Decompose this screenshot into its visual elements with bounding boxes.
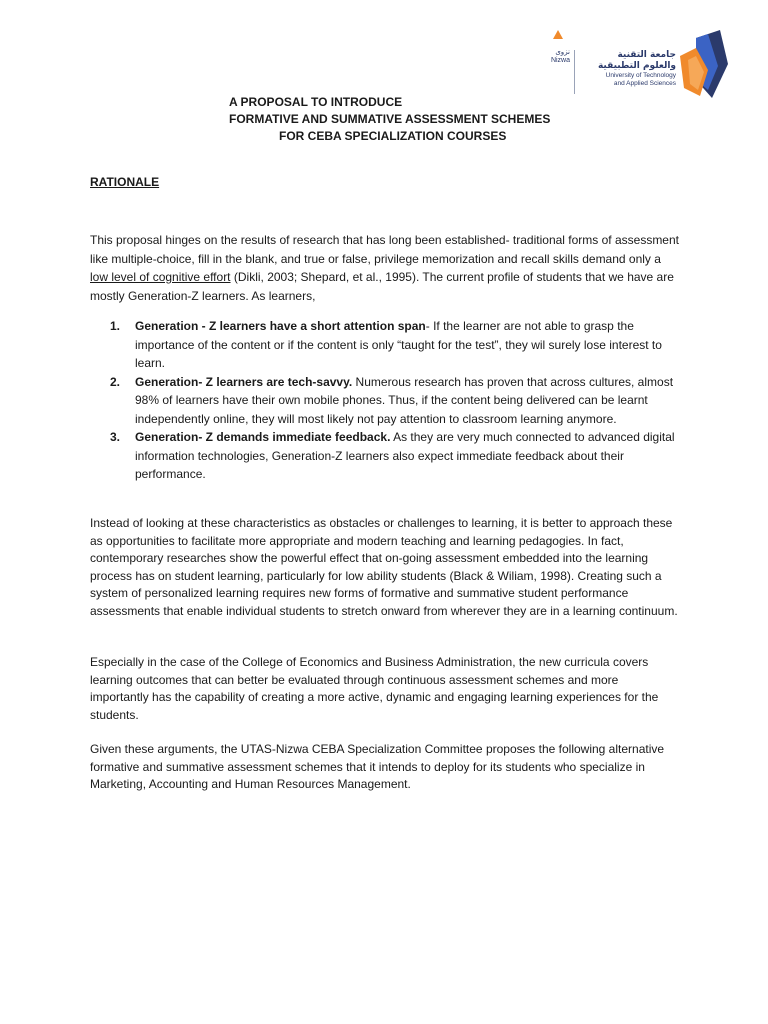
university-name bbox=[580, 50, 676, 88]
paragraph-intro-text: This proposal hinges on the results of research that has long been established- traditional forms of assessment like multiple-choice, fill in the blank, and true or false, privilege memorization and recall skills demand only a bbox=[90, 233, 679, 266]
list-item-text: - If the learner are not able to grasp the importance of the content or if the content is only “taught for the test”, they wil surely lose interest to learn. bbox=[135, 319, 662, 370]
list-item bbox=[110, 428, 680, 484]
campus-label bbox=[540, 48, 570, 64]
list-item bbox=[110, 317, 680, 373]
paragraph-ceba: Especially in the case of the College of Economics and Business Administration, the new curricula covers learning outcomes that can better be evaluated through continuous assessment schemes and more importantly has the capability of creating a more active, dynamic and engaging learning experiences for the students. bbox=[90, 655, 659, 722]
paragraph-intro bbox=[90, 231, 680, 305]
paragraph-opportunities: Instead of looking at these characteristics as obstacles or challenges to learning, it is better to approach these as opportunities to facilitate more appropriate and modern teaching and learning pedagogies. In fact, contemporary researches show the powerful effect that on-going assessment embedded into the learning process has on student learning, particularly for low ability students (Black & Wiliam, 1998). Creating such a system of personalized learning requires new forms of formative and summative student performance assessments that enable individual students to stretch onward from wherever they are in a learning continuum. bbox=[90, 516, 678, 618]
list-item-heading: Generation - Z learners have a short attention span bbox=[135, 319, 426, 333]
nizwa-triangle-icon bbox=[553, 30, 563, 39]
characteristics-list bbox=[110, 317, 680, 484]
list-item-number: 3. bbox=[110, 430, 121, 444]
campus-name-english: Nizwa bbox=[550, 57, 570, 64]
section-heading: RATIONALE bbox=[90, 175, 160, 189]
underlined-phrase: low level of cognitive effort bbox=[90, 270, 231, 284]
university-name-english-line2: and Applied Sciences bbox=[613, 80, 676, 87]
list-item-text: As they are very much connected to advanced digital information technologies, Generation-Z learners also expect immediate feedback about their performance. bbox=[135, 430, 675, 481]
list-item-text: Numerous research has proven that across cultures, almost 98% of learners have their own mobile phones. Thus, if the content being delivered can be learnt independently online, they will most likely not pay attention to classroom learning anymore. bbox=[135, 374, 674, 426]
title-line-2: FORMATIVE AND SUMMATIVE ASSESSMENT SCHEMES bbox=[229, 112, 551, 126]
university-name-arabic-line2: والعلوم التطبيقية bbox=[597, 61, 676, 71]
title-line-1: A PROPOSAL TO INTRODUCE bbox=[229, 95, 403, 109]
campus-name-arabic: نزوى bbox=[555, 48, 570, 56]
title-line-3: FOR CEBA SPECIALIZATION COURSES bbox=[279, 129, 507, 143]
list-item bbox=[110, 373, 680, 429]
paragraph-proposal: Given these arguments, the UTAS-Nizwa CEBA Specialization Committee proposes the following alternative formative and summative assessment schemes that it intends to deploy for its students who specialize in Marketing, Accounting and Human Resources Management. bbox=[90, 742, 665, 791]
list-item-heading: Generation- Z learners are tech-savvy. bbox=[135, 374, 353, 389]
paragraph-intro-text-end: (Dikli, 2003; Shepard, et al., 1995). The current profile of students that we have are mostly Generation-Z learners. As learners, bbox=[90, 270, 674, 303]
university-name-english-line1: University of Technology bbox=[605, 72, 676, 79]
university-name-arabic-line1: جامعة التقنية bbox=[617, 50, 676, 60]
university-logo bbox=[540, 30, 730, 98]
list-item-heading: Generation- Z demands immediate feedback. bbox=[135, 430, 391, 444]
university-shield-icon bbox=[678, 30, 728, 98]
logo-divider bbox=[574, 50, 575, 94]
list-item-number: 1. bbox=[110, 319, 121, 333]
list-item-number: 2. bbox=[110, 374, 121, 389]
